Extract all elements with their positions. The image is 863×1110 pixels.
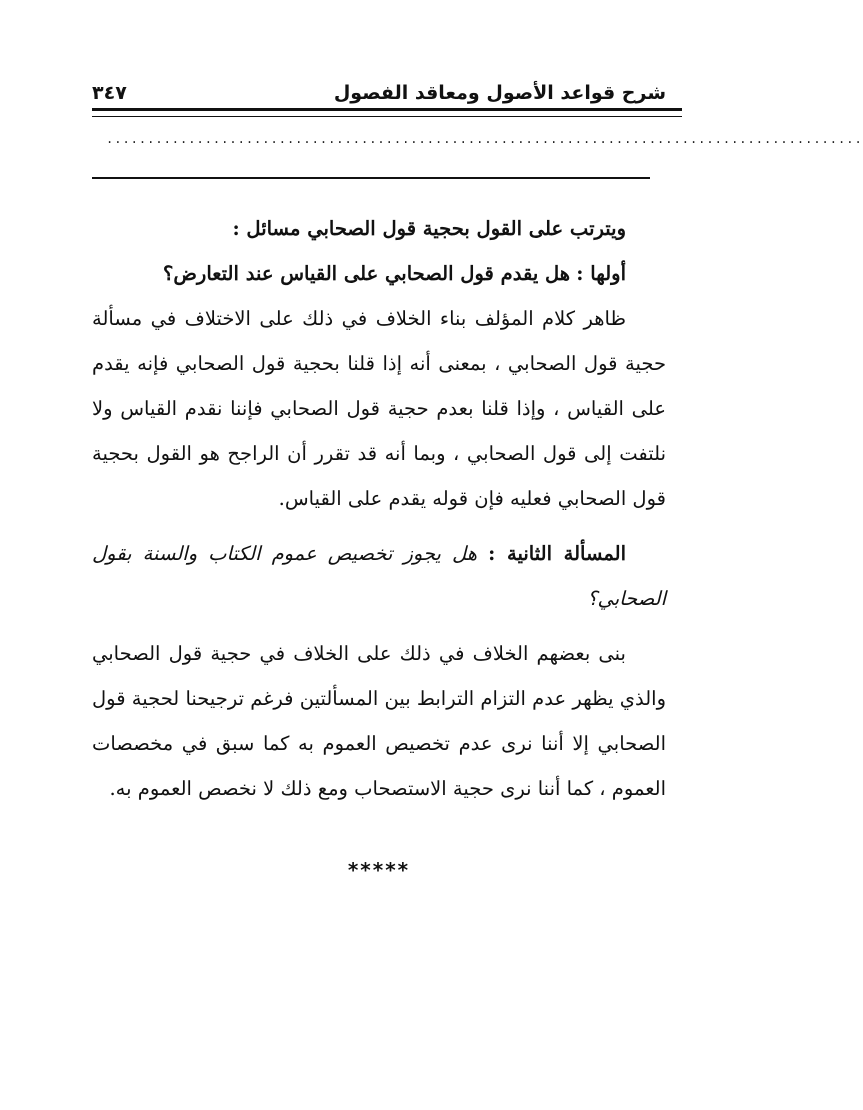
paragraph-one: ظاهر كلام المؤلف بناء الخلاف في ذلك على الاختلاف في مسألة حجية قول الصحابي ، بمعنى أنه إذا قلنا بحجية قول الصحابي فإنه يقدم على القياس ، وإذا قلنا بعدم حجية قول الصحابي فإننا نقدم القياس ولا نلتفت إلى قول الصحابي ، وبما أنه قد تقرر أن الراجح هو القول بحجية قول الصحابي فعليه فإن قوله يقدم على القياس. [92, 307, 666, 510]
paragraph-two: بنى بعضهم الخلاف في ذلك على الخلاف في حجية قول الصحابي والذي يظهر عدم التزام الترابط بين المسألتين فرغم ترجيحنا لحجية قول الصحابي إلا أننا نرى عدم تخصيص العموم به كما سبق في مخصصات العموم ، كما أننا نرى حجية الاستصحاب ومع ذلك لا نخصص العموم به. [92, 642, 666, 800]
spacer [92, 621, 666, 631]
section-end-ornament: ***** [347, 858, 411, 882]
page-number: ٣٤٧ [92, 82, 127, 104]
book-title: شرح قواعد الأصول ومعاقد الفصول [333, 82, 666, 104]
footnote-dotted-separator: ............................................................................................ [106, 132, 863, 146]
section-rule [92, 177, 650, 179]
question-one [92, 251, 666, 296]
spacer [92, 521, 666, 531]
question-two-label: المسألة الثانية : [488, 542, 627, 565]
question-two-text: هل يجوز تخصيص عموم الكتاب والسنة بقول الصحابي؟ [92, 542, 666, 610]
intro-line: ويترتب على القول بحجية قول الصحابي مسائل : [232, 217, 626, 240]
question-one-label: أولها : [576, 262, 626, 285]
running-header [92, 70, 666, 104]
question-two [92, 531, 666, 621]
main-text [92, 206, 666, 811]
question-one-text: هل يقدم قول الصحابي على القياس عند التعارض؟ [162, 262, 571, 285]
header-double-rule [92, 108, 682, 117]
